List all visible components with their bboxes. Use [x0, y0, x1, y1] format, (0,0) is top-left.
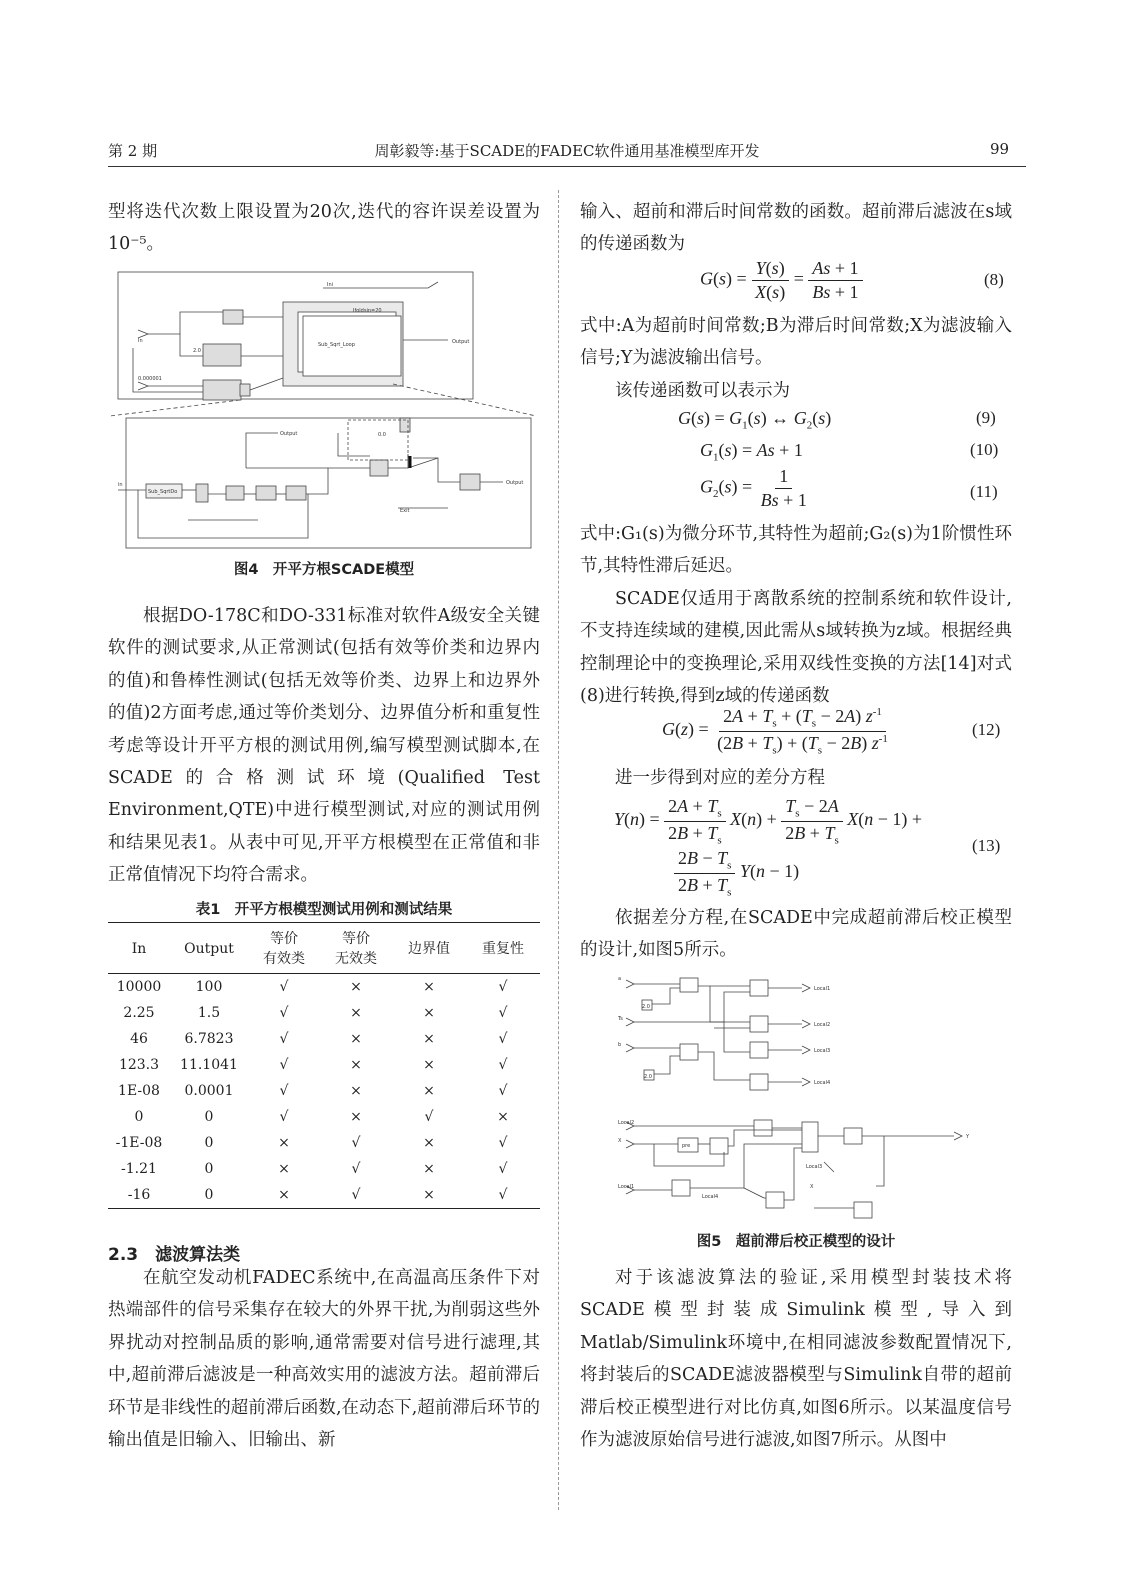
- table-cell: ×: [350, 979, 362, 995]
- figure-5: [614, 966, 984, 1224]
- lead-lag-model-diagram: [614, 966, 984, 1224]
- fig4-label: 2.0: [193, 348, 201, 354]
- table-row: [108, 1078, 540, 1104]
- fig5-label: X: [810, 1184, 814, 1190]
- fig4-label: Output: [280, 431, 298, 437]
- table-cell: 11.1041: [180, 1057, 238, 1073]
- table-header: 边界值: [408, 941, 450, 957]
- table-cell: -1.21: [121, 1161, 157, 1177]
- fig5-label: b: [618, 1042, 622, 1048]
- fig5-label: Local1: [814, 986, 831, 992]
- scade-sqrt-model-diagram: [108, 268, 540, 553]
- table-header: In: [131, 941, 147, 957]
- figure-4: [108, 268, 540, 553]
- table-cell: 1.5: [197, 1005, 221, 1021]
- table-cell: √: [351, 1135, 361, 1151]
- fig5-label: Local4: [702, 1194, 719, 1200]
- equation-number: (13): [972, 836, 1001, 855]
- equation-number: (10): [970, 440, 999, 459]
- table-cell: 0: [204, 1135, 214, 1151]
- table-cell: √: [498, 979, 508, 995]
- paragraph: SCADE仅适用于离散系统的控制系统和软件设计,不支持连续域的建模,因此需从s域转换为z域。根据经典控制理论中的变换理论,采用双线性变换的方法[14]对式(8)进行转换,得到z域的传递函数: [580, 588, 1012, 707]
- table-cell: -1E-08: [115, 1135, 163, 1151]
- running-header-issue: 第 2 期: [108, 142, 158, 160]
- table-1: [108, 922, 540, 1209]
- table-cell: 0: [204, 1187, 214, 1203]
- table-cell: ×: [350, 1083, 362, 1099]
- table-cell: √: [279, 1057, 289, 1073]
- table-header: 等价 无效类: [335, 931, 377, 967]
- table-header: Output: [184, 941, 234, 957]
- fig4-label: Exit: [400, 508, 410, 514]
- table-cell: √: [498, 1057, 508, 1073]
- left-column: [108, 196, 540, 261]
- table-1-caption: 表1 开平方根模型测试用例和测试结果: [195, 902, 453, 918]
- fig4-label: Ifoldsin=20: [353, 308, 382, 314]
- fig5-label: Local2: [618, 1120, 635, 1126]
- fig4-label: In: [138, 338, 143, 344]
- table-cell: √: [279, 1109, 289, 1125]
- fig4-label: Sub_SqrtDo: [148, 489, 178, 495]
- column-separator: [558, 190, 559, 1510]
- fig5-label: 2.0: [642, 1004, 650, 1010]
- header-rule: [108, 166, 1026, 167]
- table-cell: 10000: [116, 979, 162, 995]
- table-cell: √: [498, 1187, 508, 1203]
- table-cell: 1E-08: [118, 1083, 160, 1099]
- table-cell: ×: [497, 1109, 509, 1125]
- fig4-label: 0.000001: [138, 376, 162, 382]
- table-cell: √: [498, 1005, 508, 1021]
- page-number: 99: [990, 140, 1010, 158]
- table-cell: ×: [278, 1135, 290, 1151]
- test-results-table: [108, 922, 540, 1209]
- fig5-label: Y: [966, 1134, 970, 1140]
- table-cell: 0: [134, 1109, 144, 1125]
- table-cell: ×: [423, 979, 435, 995]
- equation-8: G(s) = $\frac{Y(s)}{X(s)}$ = $\frac{As + 1}{Bs + 1}$: [700, 258, 863, 303]
- paragraph: 进一步得到对应的差分方程: [615, 768, 825, 788]
- table-cell: ×: [350, 1109, 362, 1125]
- equation-number: (8): [984, 270, 1004, 289]
- fig4-label: Sub_Sqrt_Loop: [318, 342, 355, 348]
- table-cell: √: [351, 1187, 361, 1203]
- table-cell: √: [351, 1161, 361, 1177]
- fig5-label: X: [618, 1138, 622, 1144]
- table-row: [108, 1104, 540, 1130]
- fig5-label: 2.0: [644, 1074, 652, 1080]
- paragraph: 式中:G₁(s)为微分环节,其特性为超前;G₂(s)为1阶惯性环节,其特性滞后延迟。: [580, 524, 1012, 577]
- table-cell: √: [498, 1135, 508, 1151]
- table-header: 等价 有效类: [263, 931, 305, 967]
- table-cell: √: [498, 1031, 508, 1047]
- paragraph: 对于该滤波算法的验证,采用模型封装技术将SCADE模型封装成Simulink模型,导入到Matlab/Simulink环境中,在相同滤波参数配置情况下,将封装后的SCADE滤波器模型与Simulink自带的超前滞后校正模型进行对比仿真,如图6所示。以某温度信号作为滤波原始信号进行滤波,如图7所示。从图中: [580, 1268, 1012, 1451]
- equation-number: (11): [970, 482, 998, 501]
- table-row: [108, 1156, 540, 1182]
- paragraph: 该传递函数可以表示为: [615, 380, 790, 401]
- table-row: [108, 1000, 540, 1026]
- table-cell: ×: [423, 1083, 435, 1099]
- fig4-label: 0.0: [378, 432, 386, 438]
- figure-4-caption: 图4 开平方根SCADE模型: [233, 562, 415, 578]
- table-cell: ×: [423, 1187, 435, 1203]
- table-cell: ×: [423, 1135, 435, 1151]
- figure-5-caption: 图5 超前滞后校正模型的设计: [696, 1234, 896, 1250]
- table-cell: ×: [423, 1005, 435, 1021]
- table-cell: ×: [350, 1031, 362, 1047]
- equation-13-line2: $\frac{2B - T_s}{2B + T_s}$ Y(n − 1): [674, 848, 799, 898]
- fig5-label: Local4: [814, 1080, 831, 1086]
- table-cell: 2.25: [123, 1005, 155, 1021]
- table-cell: √: [498, 1083, 508, 1099]
- table-cell: ×: [423, 1161, 435, 1177]
- table-cell: 0: [204, 1109, 214, 1125]
- fig5-label: Local1: [618, 1184, 635, 1190]
- table-row: [108, 1026, 540, 1052]
- table-cell: √: [424, 1109, 434, 1125]
- table-header: 重复性: [482, 941, 524, 957]
- table-cell: 100: [195, 979, 223, 995]
- running-header-title: 周彰毅等:基于SCADE的FADEC软件通用基准模型库开发: [374, 142, 760, 160]
- paragraph: 在航空发动机FADEC系统中,在高温高压条件下对热端部件的信号采集存在较大的外界干扰,为削弱这些外界扰动对控制品质的影响,通常需要对信号进行滤理,其中,超前滞后滤波是一种高效实用的滤波方法。超前滞后环节是非线性的超前滞后函数,在动态下,超前滞后环节的输出值是旧输入、旧输出、新: [108, 1268, 540, 1451]
- table-cell: √: [279, 1005, 289, 1021]
- equation-9: $G(s) = G_1(s)$ ↔ $G_2(s)$: [678, 408, 832, 432]
- equation-11: $G_2(s)$ = $\frac{1}{Bs + 1}$: [700, 466, 807, 510]
- fig5-label: Local3: [806, 1164, 823, 1170]
- table-cell: √: [279, 1031, 289, 1047]
- table-cell: ×: [423, 1031, 435, 1047]
- fig5-label: Ts: [618, 1016, 623, 1022]
- table-cell: √: [279, 979, 289, 995]
- table-cell: ×: [278, 1161, 290, 1177]
- fig5-label: pre: [682, 1143, 691, 1149]
- table-cell: ×: [423, 1057, 435, 1073]
- table-cell: ×: [278, 1187, 290, 1203]
- table-cell: ×: [350, 1057, 362, 1073]
- fig4-label: Ini: [327, 282, 334, 288]
- fig5-label: a: [618, 976, 622, 982]
- table-cell: ×: [350, 1005, 362, 1021]
- table-cell: 0: [204, 1161, 214, 1177]
- table-cell: 46: [130, 1031, 148, 1047]
- table-row: [108, 1182, 540, 1209]
- fig4-label: in: [118, 482, 123, 488]
- paragraph: 根据DO-178C和DO-331标准对软件A级安全关键软件的测试要求,从正常测试(包括有效等价类和边界内的值)和鲁棒性测试(包括无效等价类、边界上和边界外的值)2方面考虑,通过等价类划分、边界值分析和重复性考虑等设计开平方根的测试用例,编写模型测试脚本,在SCADE的合格测试环境(Qualified Test Environment,QTE)中进行模型测试,对应的测试用例和结果见表1。从表中可见,开平方根模型在正常值和非正常值情况下均符合需求。: [108, 606, 540, 886]
- section-heading: 2.3 滤波算法类: [108, 1245, 241, 1265]
- table-cell: 6.7823: [184, 1031, 234, 1047]
- equation-number: (9): [976, 408, 996, 427]
- table-row: [108, 1052, 540, 1078]
- table-cell: √: [498, 1161, 508, 1177]
- paragraph: 式中:A为超前时间常数;B为滞后时间常数;X为滤波输入信号;Y为滤波输出信号。: [580, 316, 1012, 369]
- paragraph: 输入、超前和滞后时间常数的函数。超前滞后滤波在s域的传递函数为: [580, 202, 1012, 255]
- table-cell: 123.3: [118, 1057, 160, 1073]
- table-row: [108, 1130, 540, 1156]
- fig4-label: Output: [452, 339, 470, 345]
- paragraph: 型将迭代次数上限设置为20次,迭代的容许误差设置为10⁻⁵。: [108, 202, 540, 255]
- table-cell: 0.0001: [184, 1083, 234, 1099]
- table-cell: √: [279, 1083, 289, 1099]
- equation-13: Y(n) = $\frac{2A + T_s}{2B + T_s}$ X(n) + $\frac{T_s - 2A}{2B + T_s}$ X(n − 1) +: [614, 796, 923, 847]
- equation-10: $G_1(s) = As + 1$: [700, 440, 803, 464]
- fig5-label: Local3: [814, 1048, 831, 1054]
- fig4-label: Output: [506, 480, 524, 486]
- equation-number: (12): [972, 720, 1001, 739]
- equation-12: G(z) = $\frac{2A + T_s + (T_s - 2A) z^{-1}}{(2B + T_s) + (T_s - 2B) z^{-1}}$: [662, 706, 888, 757]
- table-cell: -16: [127, 1187, 151, 1203]
- table-row: [108, 974, 540, 1001]
- paragraph: 依据差分方程,在SCADE中完成超前滞后校正模型的设计,如图5所示。: [580, 908, 1012, 961]
- fig5-label: Local2: [814, 1022, 831, 1028]
